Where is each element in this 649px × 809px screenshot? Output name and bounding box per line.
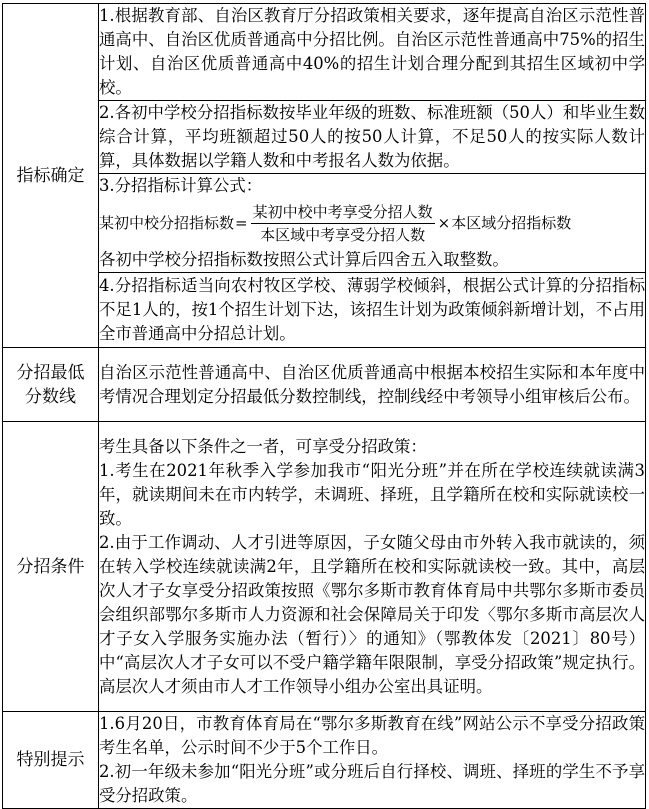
notice-label: 特别提示 (16, 750, 85, 770)
conditions-label-cell (3, 422, 99, 712)
min-score-label-cell (3, 348, 99, 422)
quota-formula (99, 198, 645, 248)
formula-numerator: 某初中校中考享受分招人数 (251, 202, 435, 224)
quota-item-4: 4.分招指标适当向农村牧区学校、薄弱学校倾斜，根据公式计算的分招指标不足1人的，按1个招生计划下达，该招生计划为政策倾斜新增计划，不占用全市普通高中分招总计划。 (99, 276, 645, 343)
quota-item-4-cell (99, 273, 646, 348)
notice-item-1: 1.6月20日，市教育体育局在“鄂尔多斯教育在线”网站公示不享受分招政策考生名单，公示时间不少于5个工作日。 (99, 714, 645, 757)
notice-item-2: 2.初一年级未参加“阳光分班”或分班后自行择校、调班、择班的学生不予享受分招政策。 (99, 762, 645, 805)
min-score-label-line-2: 分数线 (25, 386, 76, 407)
conditions-cell (99, 422, 646, 712)
formula-equals: = (235, 214, 248, 232)
min-score-row (3, 348, 646, 422)
policy-table (2, 3, 646, 809)
quota-row-3 (3, 174, 646, 273)
min-score-cell (99, 348, 646, 422)
notice-row (3, 712, 646, 809)
quota-label: 指标确定 (16, 165, 85, 186)
quota-row-2 (3, 101, 646, 174)
formula-denominator: 本区域中考享受分招人数 (260, 225, 426, 244)
conditions-item-1: 1.考生在2021年秋季入学参加我市“阳光分班”并在所在学校连续就读满3年，就读期间未在市内转学，未调班、择班，且学籍所在校和实际就读校一致。 (99, 460, 645, 528)
quota-row-1 (3, 4, 646, 101)
quota-item-2: 2.各初中学校分招指标数按毕业年级的班数、标准班额（50人）和毕业生数综合计算，平均班额超过50人的按50人计算，不足50人的按实际人数计算，具体数据以学籍人数和中考报名人数为依据。 (99, 103, 645, 170)
min-score-label-line-1: 分招最低 (16, 362, 85, 383)
formula-times: × (437, 214, 451, 232)
formula-fraction (251, 202, 435, 245)
quota-item-1: 1.根据教育部、自治区教育厅分招政策相关要求，逐年提高自治区示范性普通高中、自治区优质普通高中分招比例。自治区示范性普通高中75%的招生计划、自治区优质普通高中40%的招生计划合理分配到其招生区域初中学校。 (99, 6, 645, 97)
conditions-item-2: 2.由于工作调动、人才引进等原因，子女随父母由市外转入我市就读的，须在转入学校连续就读满2年，且学籍所在校和实际就读校一致。其中，高层次人才子女享受分招政策按照《鄂尔多斯市教育体育局中共鄂尔多斯市委员会组织部鄂尔多斯市人力资源和社会保障局关于印发〈鄂尔多斯市高层次人才子女入学服务实施办法（暂行）〉的通知》（鄂教体发〔2021〕80号）中“高层次人才子女可以不受户籍学籍年限限制，享受分招政策”规定执行。高层次人才须由市人才工作领导小组办公室出具证明。 (99, 532, 645, 696)
min-score-text: 自治区示范性普通高中、自治区优质普通高中根据本校招生实际和本年度中考情况合理划定分招最低分数控制线，控制线经中考领导小组审核后公布。 (99, 362, 645, 406)
quota-row-4 (3, 273, 646, 348)
formula-lhs: 某初中校分招指标数 (99, 214, 235, 232)
quota-item-1-cell (99, 4, 646, 101)
quota-item-3-title: 3.分招指标计算公式： (99, 176, 263, 195)
conditions-label: 分招条件 (16, 556, 85, 577)
quota-label-cell (3, 4, 99, 348)
quota-item-2-cell (99, 101, 646, 174)
conditions-row (3, 422, 646, 712)
formula-rhs: 本区域分招指标数 (451, 214, 572, 232)
notice-label-cell (3, 712, 99, 809)
quota-item-3-note: 各初中学校分招指标数按照公式计算后四舍五入取整数。 (99, 250, 509, 269)
notice-cell (99, 712, 646, 809)
conditions-intro: 考生具备以下条件之一者，可享受分招政策： (99, 436, 427, 456)
quota-item-3-cell (99, 174, 646, 273)
